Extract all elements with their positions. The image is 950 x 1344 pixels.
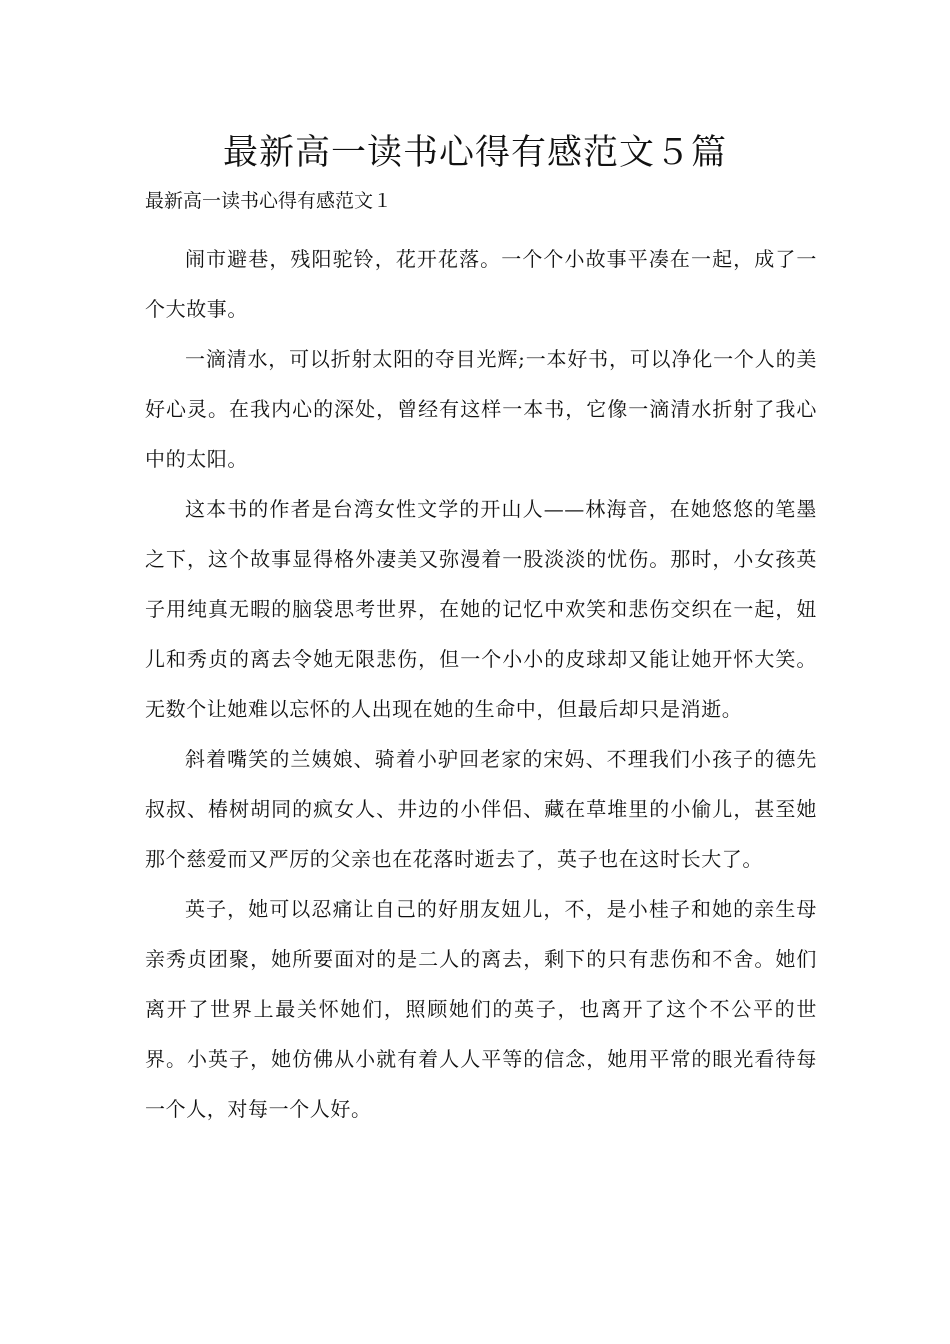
section-heading: 最新高一读书心得有感范文１ xyxy=(145,190,393,212)
paragraph: 英子，她可以忍痛让自己的好朋友妞儿，不，是小桂子和她的亲生母亲秀贞团聚，她所要面对的是二人的离去，剩下的只有悲伤和不舍。她们离开了世界上最关怀她们，照顾她们的英子，也离开了这个不公平的世界。小英子，她仿佛从小就有着人人平等的信念，她用平常的眼光看待每一个人，对每一个人好。 xyxy=(145,897,817,1121)
paragraph: 这本书的作者是台湾女性文学的开山人——林海音，在她悠悠的笔墨之下，这个故事显得格外凄美又弥漫着一股淡淡的忧伤。那时，小女孩英子用纯真无暇的脑袋思考世界，在她的记忆中欢笑和悲伤交织在一起，妞儿和秀贞的离去令她无限悲伤，但一个小小的皮球却又能让她开怀大笑。无数个让她难以忘怀的人出现在她的生命中，但最后却只是消逝。 xyxy=(145,497,817,721)
paragraph: 斜着嘴笑的兰姨娘、骑着小驴回老家的宋妈、不理我们小孩子的德先叔叔、椿树胡同的疯女人、井边的小伴侣、藏在草堆里的小偷儿，甚至她那个慈爱而又严厉的父亲也在花落时逝去了，英子也在这时长大了。 xyxy=(145,747,817,871)
paragraph: 闹市避巷，残阳驼铃，花开花落。一个个小故事平凑在一起，成了一个大故事。 xyxy=(145,247,817,321)
document-body xyxy=(145,234,817,1134)
document-title: 最新高一读书心得有感范文５篇 xyxy=(222,133,727,173)
paragraph: 一滴清水，可以折射太阳的夺目光辉;一本好书，可以净化一个人的美好心灵。在我内心的深处，曾经有这样一本书，它像一滴清水折射了我心中的太阳。 xyxy=(145,347,817,471)
